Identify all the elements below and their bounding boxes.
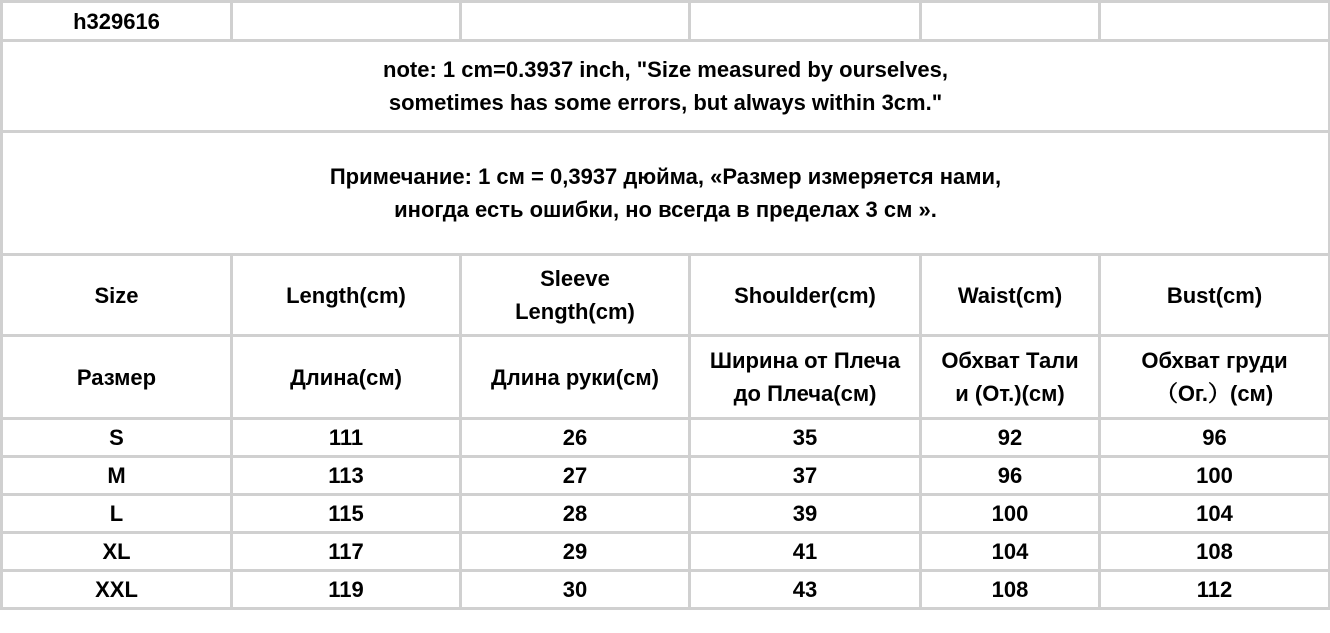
- header-bust-ru-line-2: （Ог.）(см): [1155, 381, 1274, 406]
- cell-length: 117: [232, 533, 461, 571]
- empty-cell: [461, 2, 690, 41]
- note-english-line-2: sometimes has some errors, but always within 3cm.": [388, 90, 943, 115]
- header-length: Length(cm): [232, 255, 461, 336]
- cell-length: 115: [232, 495, 461, 533]
- cell-waist: 92: [921, 419, 1100, 457]
- cell-length: 111: [232, 419, 461, 457]
- note-russian: [2, 132, 1330, 255]
- header-bust-ru: [1100, 336, 1330, 419]
- table-row: [2, 457, 1330, 495]
- cell-sleeve: 30: [461, 571, 690, 609]
- cell-waist: 104: [921, 533, 1100, 571]
- table-row: [2, 571, 1330, 609]
- cell-length: 119: [232, 571, 461, 609]
- note-russian-row: [2, 132, 1330, 255]
- empty-cell: [232, 2, 461, 41]
- header-shoulder: Shoulder(cm): [690, 255, 921, 336]
- table-row: [2, 419, 1330, 457]
- cell-length: 113: [232, 457, 461, 495]
- header-size-ru: Размер: [2, 336, 232, 419]
- cell-waist: 108: [921, 571, 1100, 609]
- cell-bust: 100: [1100, 457, 1330, 495]
- header-waist-ru-line-2: и (От.)(см): [955, 381, 1065, 406]
- cell-size: XXL: [2, 571, 232, 609]
- header-bust-ru-line-1: Обхват груди: [1141, 348, 1288, 373]
- header-sleeve-line-1: Sleeve: [540, 266, 610, 291]
- cell-waist: 96: [921, 457, 1100, 495]
- header-shoulder-ru-line-1: Ширина от Плеча: [709, 348, 901, 373]
- note-english-line-1: note: 1 cm=0.3937 inch, "Size measured by ourselves,: [383, 57, 948, 82]
- header-waist-ru: [921, 336, 1100, 419]
- table-row: [2, 533, 1330, 571]
- cell-sleeve: 28: [461, 495, 690, 533]
- cell-bust: 108: [1100, 533, 1330, 571]
- header-sleeve-ru: Длина руки(см): [461, 336, 690, 419]
- table-row: [2, 495, 1330, 533]
- header-waist-ru-line-1: Обхват Тали: [941, 348, 1079, 373]
- cell-sleeve: 27: [461, 457, 690, 495]
- cell-shoulder: 37: [690, 457, 921, 495]
- header-waist: Waist(cm): [921, 255, 1100, 336]
- header-english-row: [2, 255, 1330, 336]
- cell-size: S: [2, 419, 232, 457]
- note-english: [2, 41, 1330, 132]
- cell-bust: 112: [1100, 571, 1330, 609]
- header-size: Size: [2, 255, 232, 336]
- empty-cell: [1100, 2, 1330, 41]
- header-shoulder-ru: [690, 336, 921, 419]
- header-russian-row: [2, 336, 1330, 419]
- product-code-row: [2, 2, 1330, 41]
- note-russian-line-1: Примечание: 1 см = 0,3937 дюйма, «Размер измеряется нами,: [329, 164, 1002, 189]
- cell-size: M: [2, 457, 232, 495]
- cell-waist: 100: [921, 495, 1100, 533]
- header-sleeve-length: [461, 255, 690, 336]
- header-sleeve-line-2: Length(cm): [515, 299, 635, 324]
- note-russian-line-2: иногда есть ошибки, но всегда в пределах 3 см ».: [394, 197, 937, 222]
- cell-shoulder: 35: [690, 419, 921, 457]
- cell-bust: 104: [1100, 495, 1330, 533]
- empty-cell: [690, 2, 921, 41]
- cell-bust: 96: [1100, 419, 1330, 457]
- product-code: h329616: [2, 2, 232, 41]
- cell-shoulder: 43: [690, 571, 921, 609]
- cell-shoulder: 39: [690, 495, 921, 533]
- cell-size: XL: [2, 533, 232, 571]
- empty-cell: [921, 2, 1100, 41]
- cell-shoulder: 41: [690, 533, 921, 571]
- cell-sleeve: 26: [461, 419, 690, 457]
- cell-sleeve: 29: [461, 533, 690, 571]
- header-length-ru: Длина(см): [232, 336, 461, 419]
- note-english-row: [2, 41, 1330, 132]
- header-bust: Bust(cm): [1100, 255, 1330, 336]
- header-shoulder-ru-line-2: до Плеча(см): [733, 381, 877, 406]
- cell-size: L: [2, 495, 232, 533]
